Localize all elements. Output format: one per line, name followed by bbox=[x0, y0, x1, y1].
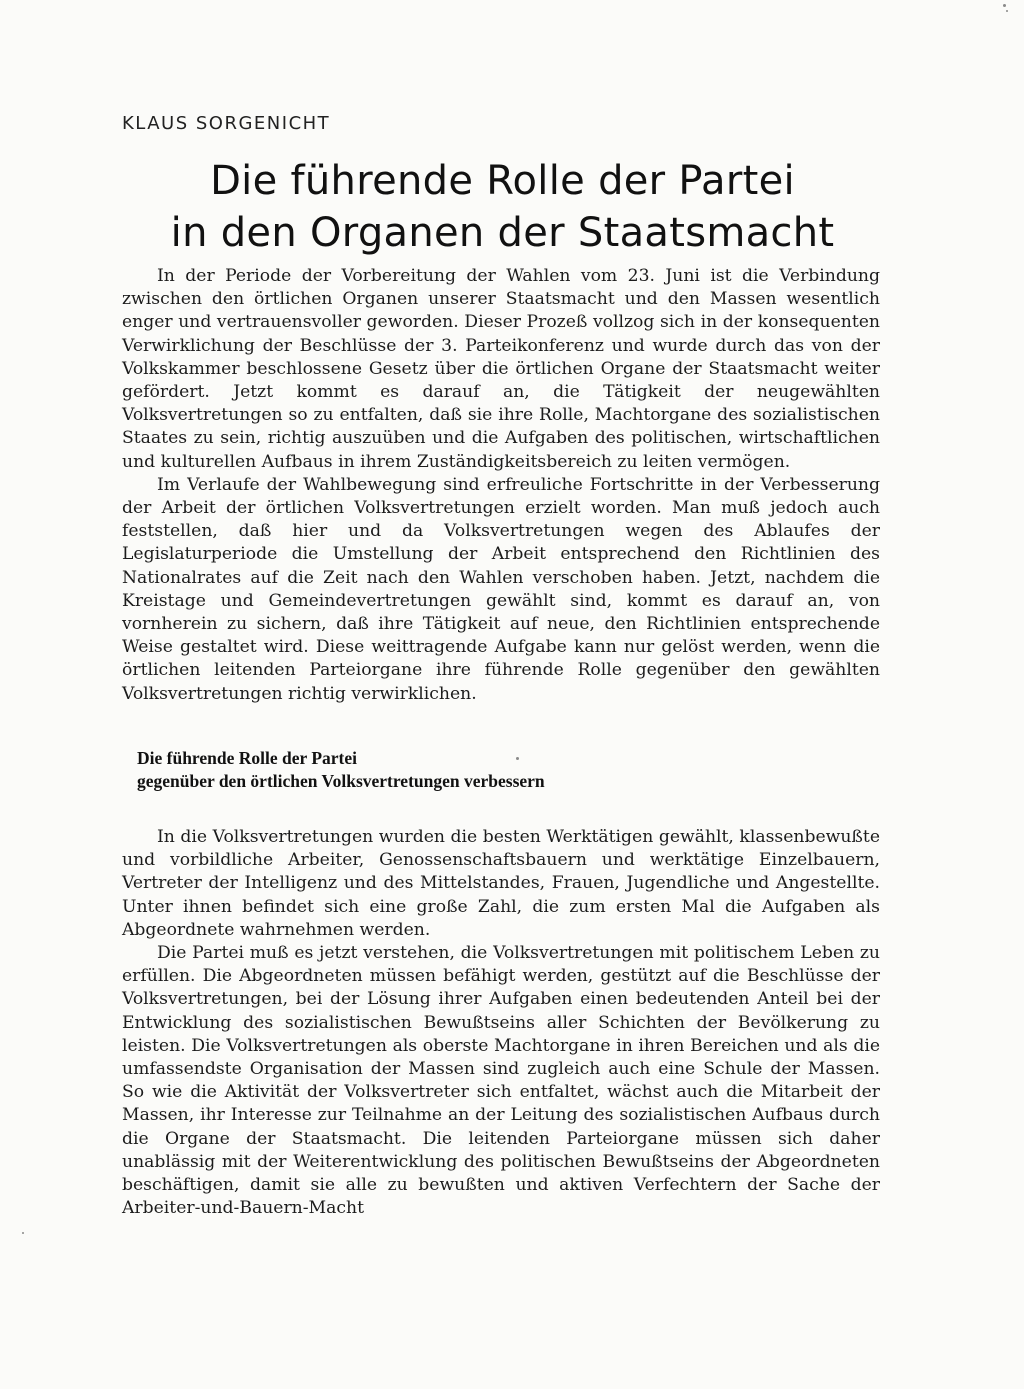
intro-text bbox=[122, 265, 880, 706]
scan-speck bbox=[22, 1232, 24, 1234]
section-heading bbox=[137, 747, 877, 793]
section-text bbox=[122, 826, 880, 1220]
title-line-2: in den Organen der Staatsmacht bbox=[170, 210, 835, 256]
section-heading-line-1: Die führende Rolle der Partei bbox=[137, 748, 358, 768]
paragraph: Die Partei muß es jetzt verstehen, die Volksvertretungen mit politischem Leben zu erfüllen. Die Abgeordneten müssen befähigt werden, gestützt auf die Beschlüsse der Volksvertretungen, bei der Lösung ihrer Aufgaben einen bedeutenden Anteil bei der Entwicklung des sozialistischen Bewußtseins aller Schichten der Bevölkerung zu leisten. Die Volksvertretungen als oberste Machtorgane in ihren Bereichen und als die umfassendste Organisation der Massen sind zugleich auch eine Schule der Massen. So wie die Aktivität der Volksvertreter sich entfaltet, wächst auch die Mitarbeit der Massen, ihr Interesse zur Teilnahme an der Leitung des sozialistischen Aufbaus durch die Organe der Staatsmacht. Die leitenden Parteiorgane müssen sich daher unablässig mit der Weiterentwicklung des politischen Bewußtseins der Abgeordneten beschäftigen, damit sie alle zu bewußten und aktiven Verfechtern der Sache der Arbeiter-und-Bauern-Macht bbox=[122, 943, 880, 1219]
author-name: KLAUS SORGENICHT bbox=[122, 113, 331, 134]
scan-speck bbox=[1006, 10, 1008, 12]
article-title bbox=[130, 155, 875, 259]
paragraph: In der Periode der Vorbereitung der Wahlen vom 23. Juni ist die Verbindung zwischen den örtlichen Organen unserer Staatsmacht und den Massen wesentlich enger und vertrauensvoller geworden. Dieser Prozeß vollzog sich in der konsequenten Verwirklichung der Beschlüsse der 3. Parteikonferenz und wurde durch das von der Volkskammer beschlossene Gesetz über die örtlichen Organe der Staatsmacht weiter gefördert. Jetzt kommt es darauf an, die Tätigkeit der neugewählten Volksvertretungen so zu entfalten, daß sie ihre Rolle, Machtorgane des sozialistischen Staates zu sein, richtig auszuüben und die Aufgaben des politischen, wirtschaftlichen und kulturellen Aufbaus in ihrem Zuständigkeitsbereich zu leiten vermögen. bbox=[122, 266, 880, 472]
section-heading-line-2: gegenüber den örtlichen Volksvertretungen verbessern bbox=[137, 771, 545, 791]
title-line-1: Die führende Rolle der Partei bbox=[210, 158, 795, 204]
paragraph: Im Verlaufe der Wahlbewegung sind erfreuliche Fortschritte in der Verbesserung der Arbeit der örtlichen Volksvertretungen erzielt worden. Man muß jedoch auch feststellen, daß hier und da Volksvertretungen wegen des Ablaufes der Legislaturperiode die Umstellung der Arbeit entsprechend den Richtlinien des Nationalrates auf die Zeit nach den Wahlen verschoben haben. Jetzt, nachdem die Kreistage und Gemeindevertretungen gewählt sind, kommt es darauf an, von vornherein zu sichern, daß ihre Tätigkeit auf neue, den Richtlinien entsprechende Weise gestaltet wird. Diese weittragende Aufgabe kann nur gelöst werden, wenn die örtlichen leitenden Parteiorgane ihre führende Rolle gegenüber den gewählten Volksvertretungen richtig verwirklichen. bbox=[122, 474, 880, 704]
scan-speck bbox=[516, 757, 519, 760]
scan-speck bbox=[1003, 4, 1006, 7]
paragraph: In die Volksvertretungen wurden die besten Werktätigen gewählt, klassenbewußte und vorbildliche Arbeiter, Genossenschaftsbauern und werktätige Einzelbauern, Vertreter der Intelligenz und des Mittelstandes, Frauen, Jugendliche und Angestellte. Unter ihnen befindet sich eine große Zahl, die zum ersten Mal die Aufgaben als Abgeordnete wahrnehmen werden. bbox=[122, 827, 880, 940]
